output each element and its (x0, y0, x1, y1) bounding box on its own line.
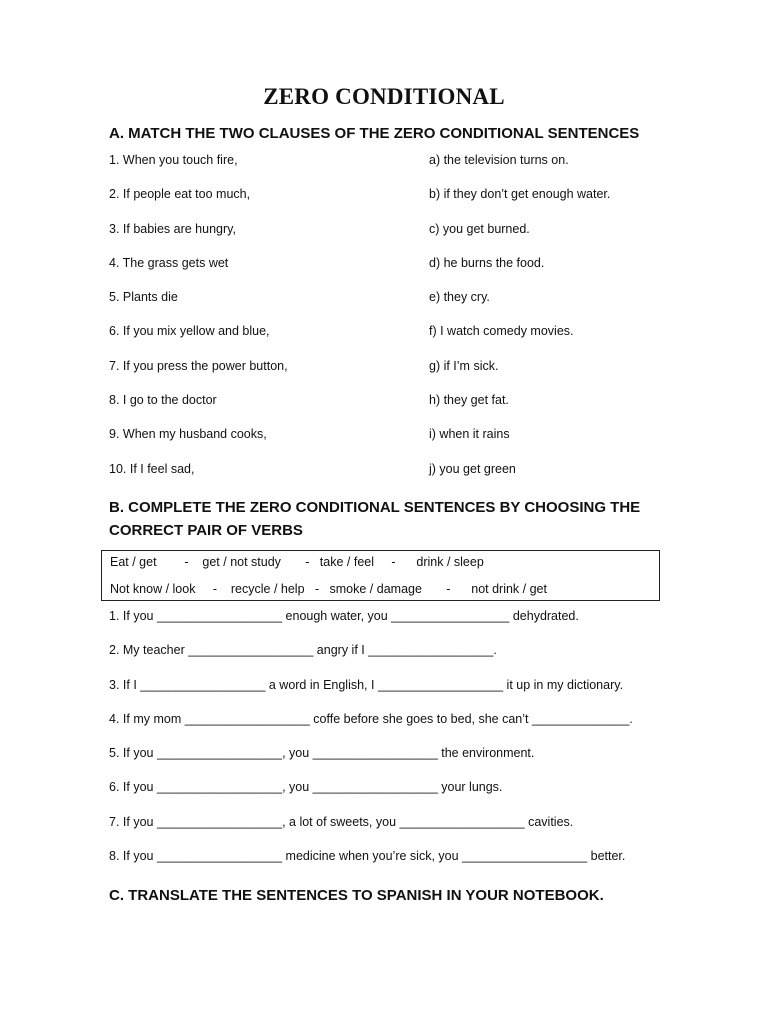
match-row (109, 187, 669, 221)
fill-in-sentence: 3. If I __________________ a word in English, I __________________ it up in my dictionary. (109, 677, 624, 692)
fill-in-sentence: 4. If my mom __________________ coffe before she goes to bed, she can’t ______________. (109, 711, 633, 726)
match-clause-right: i) when it rains (429, 427, 510, 442)
match-row (109, 324, 669, 358)
match-clause-right: e) they cry. (429, 290, 490, 305)
verb-pairs-line: Not know / look - recycle / help - smoke / damage - not drink / get (110, 582, 547, 596)
match-clause-left: 1. When you touch fire, (109, 153, 238, 167)
section-c-heading: C. TRANSLATE THE SENTENCES TO SPANISH IN YOUR NOTEBOOK. (109, 887, 604, 904)
fill-in-sentence: 1. If you __________________ enough water, you _________________ dehydrated. (109, 609, 579, 623)
verb-pairs-box (101, 550, 660, 601)
section-a-heading: A. MATCH THE TWO CLAUSES OF THE ZERO CONDITIONAL SENTENCES (109, 125, 640, 142)
match-list (109, 153, 669, 496)
fill-in-sentence-list (109, 609, 669, 883)
match-clause-left: 3. If babies are hungry, (109, 221, 236, 236)
match-row (109, 427, 669, 461)
match-clause-right: h) they get fat. (429, 393, 509, 408)
match-row (109, 153, 669, 187)
match-row (109, 393, 669, 427)
match-clause-left: 6. If you mix yellow and blue, (109, 324, 270, 339)
fill-in-sentence: 5. If you __________________, you __________________ the environment. (109, 746, 535, 761)
match-clause-right: g) if I’m sick. (429, 358, 499, 373)
match-clause-left: 7. If you press the power button, (109, 358, 288, 373)
match-clause-right: c) you get burned. (429, 221, 530, 236)
fill-in-sentence: 8. If you __________________ medicine when you’re sick, you __________________ better. (109, 849, 626, 864)
section-b-heading: B. COMPLETE THE ZERO CONDITIONAL SENTENCES BY CHOOSING THE CORRECT PAIR OF VERBS (109, 499, 641, 539)
page-title: ZERO CONDITIONAL (263, 84, 505, 109)
fill-in-sentence: 2. My teacher __________________ angry if I __________________. (109, 643, 497, 658)
match-row (109, 359, 669, 393)
match-clause-left: 10. If I feel sad, (109, 461, 195, 476)
fill-in-sentence: 6. If you __________________, you __________________ your lungs. (109, 780, 503, 795)
fill-in-sentence: 7. If you __________________, a lot of sweets, you __________________ cavities. (109, 814, 574, 829)
match-clause-left: 8. I go to the doctor (109, 393, 217, 408)
match-clause-right: j) you get green (429, 461, 516, 476)
match-clause-right: b) if they don’t get enough water. (429, 187, 611, 202)
verb-pairs-line: Eat / get - get / not study - take / feel - drink / sleep (110, 555, 484, 569)
match-clause-right: f) I watch comedy movies. (429, 324, 574, 339)
match-row (109, 462, 669, 496)
match-clause-right: a) the television turns on. (429, 153, 569, 167)
match-clause-left: 5. Plants die (109, 290, 178, 305)
match-clause-right: d) he burns the food. (429, 255, 545, 270)
match-row (109, 222, 669, 256)
match-clause-left: 2. If people eat too much, (109, 187, 251, 202)
match-clause-left: 4. The grass gets wet (109, 255, 229, 270)
match-row (109, 256, 669, 290)
match-row (109, 290, 669, 324)
match-clause-left: 9. When my husband cooks, (109, 427, 267, 442)
